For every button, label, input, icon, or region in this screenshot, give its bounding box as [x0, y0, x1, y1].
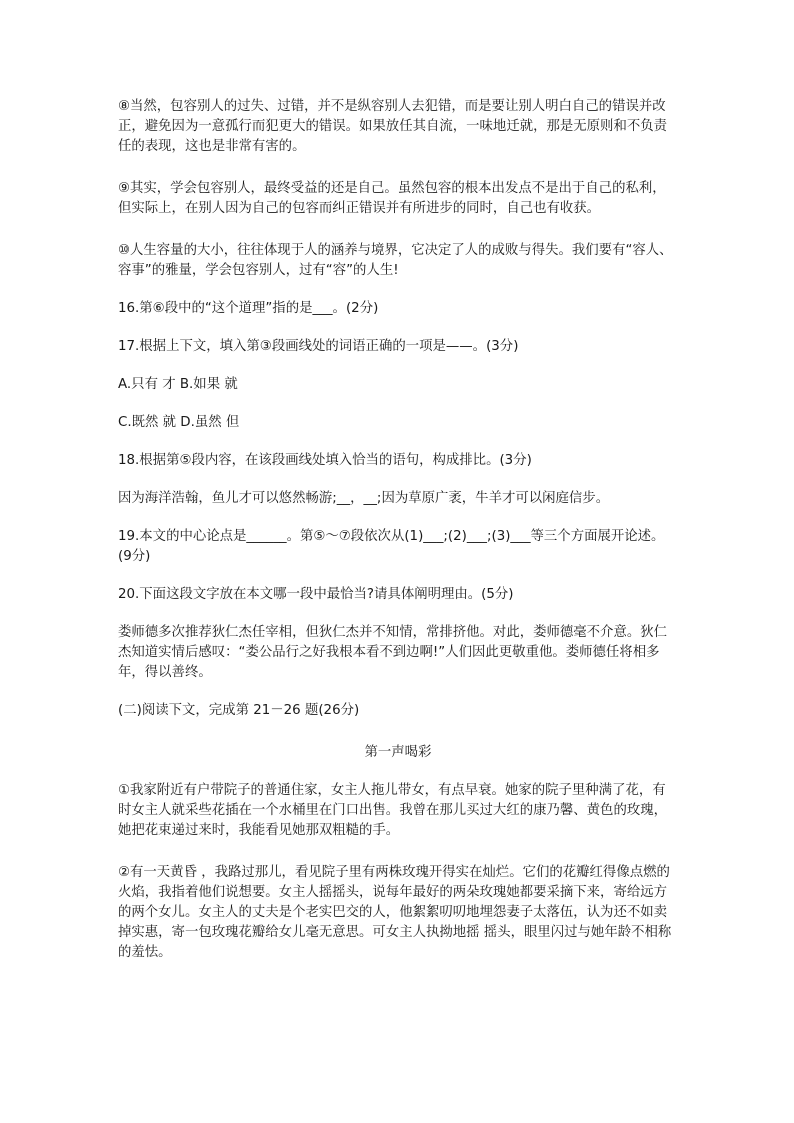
- article-title: 第一声喝彩: [364, 745, 432, 760]
- article-paragraph-1: ①我家附近有户带院子的普通住家，女主人拖儿带女，有点早衰。她家的院子里种满了花，有时女主人就采些花插在一个水桶里在门口出售。我曾在那儿买过大红的康乃馨、黄色的玫瑰，她把花束递过来时，我能看见她那双粗糙的手。: [118, 783, 668, 838]
- question-18: 18.根据第⑤段内容，在该段画线处填入恰当的语句，构成排比。(3分): [118, 453, 532, 468]
- question-20-passage: 娄师德多次推荐狄仁杰任宰相，但狄仁杰并不知情，常排挤他。对此，娄师德毫不介意。狄仁杰知道实情后感叹：“娄公品行之好我根本看不到边啊!”人们因此更敬重他。娄师德任将相多年，得以善终。: [118, 625, 668, 680]
- question-20: 20.下面这段文字放在本文哪一段中最恰当?请具体阐明理由。(5分): [118, 587, 514, 602]
- paragraph-10: ⑩人生容量的大小，往往体现于人的涵养与境界，它决定了人的成败与得失。我们要有“容人、容事”的雅量，学会包容别人，过有“容”的人生!: [118, 243, 673, 278]
- question-17: 17.根据上下文，填入第③段画线处的词语正确的一项是——。(3分): [118, 339, 519, 354]
- article-paragraph-2: ②有一天黄昏 ，我路过那儿，看见院子里有两株玫瑰开得实在灿烂。它们的花瓣红得像点燃的火焰，我指着他们说想要。女主人摇摇头，说每年最好的两朵玫瑰她都要采摘下来，寄给远方的两个女儿。女主人的丈夫是个老实巴交的人，他絮絮叨叨地埋怨妻子太落伍，认为还不如卖掉实惠，寄一包玫瑰花瓣给女儿毫无意思。可女主人执拗地摇 摇头，眼里闪过与她年龄不相称的羞怯。: [118, 865, 672, 960]
- paragraph-9: ⑨其实，学会包容别人，最终受益的还是自己。虽然包容的根本出发点不是出于自己的私利，但实际上，在别人因为自己的包容而纠正错误并有所进步的同时，自己也有收获。: [118, 181, 666, 216]
- section-2-heading: (二)阅读下文，完成第 21－26 题(26分): [118, 703, 360, 718]
- question-18-blank-line: 因为海洋浩翰，鱼儿才可以悠然畅游;__，__;因为草原广袤，牛羊才可以闲庭信步。: [118, 491, 610, 506]
- question-17-options-cd: C.既然 就 D.虽然 但: [118, 415, 240, 430]
- question-16: 16.第⑥段中的“这个道理”指的是___。(2分): [118, 301, 379, 316]
- question-19: 19.本文的中心论点是______。第⑤～⑦段依次从(1)___;(2)___;(3)___等三个方面展开论述。(9分): [118, 529, 665, 564]
- paragraph-8: ⑧当然，包容别人的过失、过错，并不是纵容别人去犯错，而是要让别人明白自己的错误并改正，避免因为一意孤行而犯更大的错误。如果放任其自流，一味地迁就，那是无原则和不负责任的表现，这也是非常有害的。: [118, 99, 668, 154]
- question-17-options-ab: A.只有 才 B.如果 就: [118, 377, 238, 392]
- document-page: [118, 97, 678, 963]
